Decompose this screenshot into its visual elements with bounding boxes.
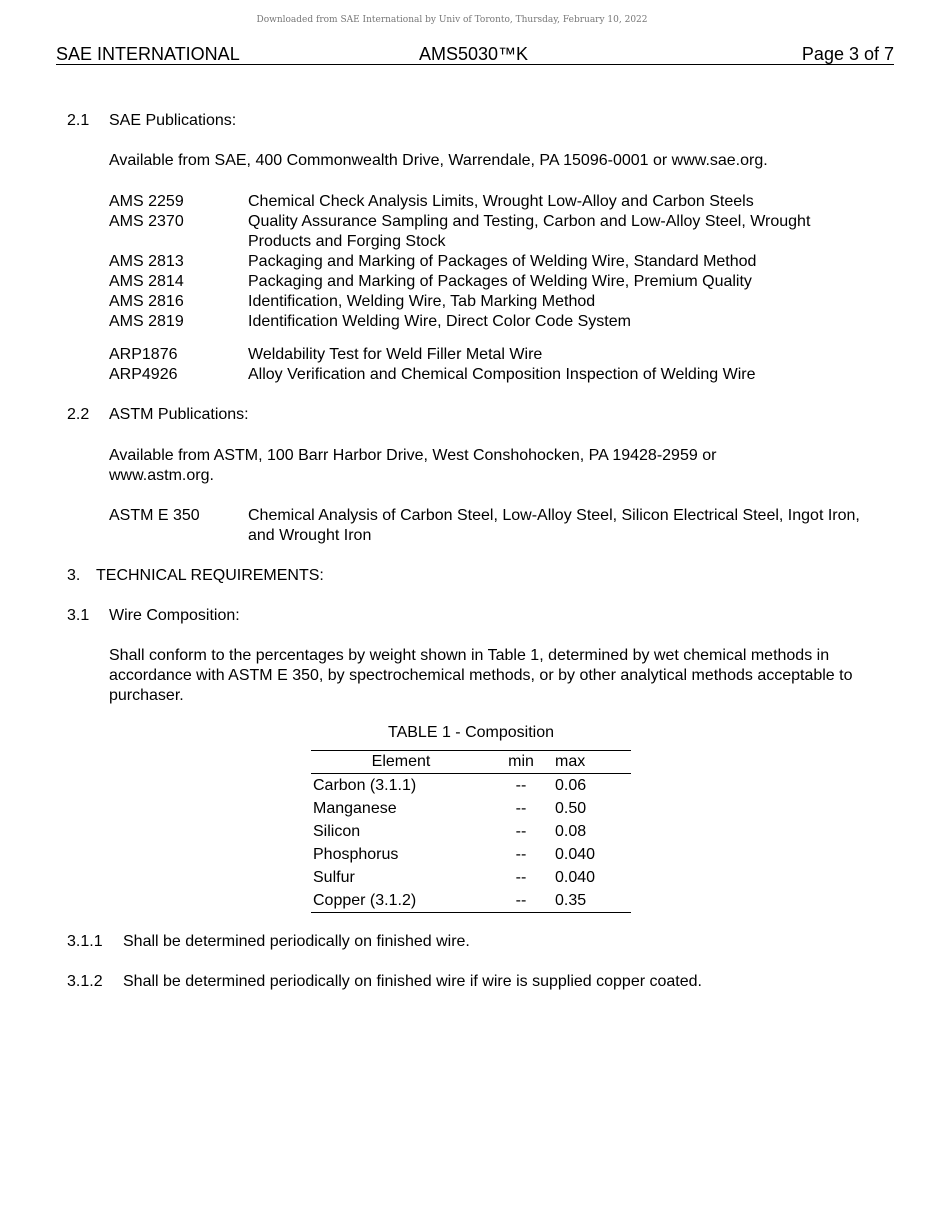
max-cell: 0.35 (555, 891, 587, 909)
table-row (311, 774, 631, 798)
section-3-1-2-number: 3.1.2 (67, 973, 103, 990)
min-cell: -- (515, 868, 527, 886)
reference-code: ARP4926 (109, 366, 178, 383)
reference-title: Weldability Test for Weld Filler Metal Wire (248, 346, 543, 363)
section-3-number: 3. (67, 567, 81, 584)
max-cell: 0.06 (555, 776, 587, 794)
section-3-1-number: 3.1 (67, 607, 90, 624)
column-header-max: max (551, 751, 631, 774)
element-cell: Sulfur (313, 868, 355, 886)
section-3-1-body: Shall conform to the percentages by weight shown in Table 1, determined by wet chemical methods in accordance with ASTM E 350, by spectrochemical methods, or by other analytical methods acceptable to purchaser. (109, 647, 853, 704)
header-document-id: AMS5030™K (419, 44, 529, 64)
element-cell: Silicon (313, 822, 361, 840)
table-row (311, 843, 631, 866)
min-cell: -- (515, 776, 527, 794)
section-2-2-number: 2.2 (67, 406, 90, 423)
reference-title: Packaging and Marking of Packages of Welding Wire, Premium Quality (248, 273, 752, 290)
section-2-1-availability: Available from SAE, 400 Commonwealth Drive, Warrendale, PA 15096-0001 or www.sae.org. (109, 152, 768, 169)
table-header-row (311, 751, 631, 774)
section-3-1-1-number: 3.1.1 (67, 933, 103, 950)
column-header-element: Element (311, 751, 491, 774)
composition-table (311, 750, 631, 913)
table-row (311, 866, 631, 889)
reference-code: AMS 2370 (109, 213, 184, 230)
table-row (311, 820, 631, 843)
reference-title: Chemical Analysis of Carbon Steel, Low-Alloy Steel, Silicon Electrical Steel, Ingot Iron, and Wrought Iron (248, 507, 860, 544)
min-cell: -- (515, 822, 527, 840)
column-header-min: min (491, 751, 551, 774)
min-cell: -- (515, 799, 527, 817)
max-cell: 0.040 (555, 845, 596, 863)
header-publisher: SAE INTERNATIONAL (56, 44, 240, 64)
table-row (311, 889, 631, 913)
table-row (311, 797, 631, 820)
reference-code: AMS 2813 (109, 253, 184, 270)
section-3-1-1-text: Shall be determined periodically on finished wire. (123, 933, 470, 950)
element-cell: Manganese (313, 799, 397, 817)
element-cell: Carbon (3.1.1) (313, 776, 417, 794)
reference-code: AMS 2816 (109, 293, 184, 310)
element-cell: Copper (3.1.2) (313, 891, 417, 909)
max-cell: 0.08 (555, 822, 587, 840)
section-2-2-title: ASTM Publications: (109, 406, 249, 423)
page-header (56, 44, 894, 65)
reference-code: ASTM E 350 (109, 507, 200, 524)
max-cell: 0.040 (555, 868, 596, 886)
reference-title: Chemical Check Analysis Limits, Wrought Low-Alloy and Carbon Steels (248, 193, 754, 210)
section-3-title: TECHNICAL REQUIREMENTS: (96, 567, 324, 584)
reference-title: Identification Welding Wire, Direct Color Code System (248, 313, 631, 330)
element-cell: Phosphorus (313, 845, 399, 863)
reference-code: AMS 2814 (109, 273, 184, 290)
reference-code: ARP1876 (109, 346, 178, 363)
table-caption: TABLE 1 - Composition (388, 724, 554, 741)
section-3-1-title: Wire Composition: (109, 607, 240, 624)
section-3-1-2-text: Shall be determined periodically on finished wire if wire is supplied copper coated. (123, 973, 702, 990)
reference-code: AMS 2259 (109, 193, 184, 210)
reference-title: Packaging and Marking of Packages of Welding Wire, Standard Method (248, 253, 757, 270)
download-watermark: Downloaded from SAE International by Univ of Toronto, Thursday, February 10, 2022 (256, 15, 648, 25)
min-cell: -- (515, 845, 527, 863)
reference-code: AMS 2819 (109, 313, 184, 330)
min-cell: -- (515, 891, 527, 909)
header-page-number: Page 3 of 7 (801, 44, 894, 64)
section-2-1-title: SAE Publications: (109, 112, 237, 129)
reference-title: Alloy Verification and Chemical Composition Inspection of Welding Wire (248, 366, 756, 383)
reference-title: Quality Assurance Sampling and Testing, Carbon and Low-Alloy Steel, Wrought Products and Forging Stock (248, 213, 811, 250)
max-cell: 0.50 (555, 799, 587, 817)
reference-title: Identification, Welding Wire, Tab Marking Method (248, 293, 596, 310)
section-2-2-availability: Available from ASTM, 100 Barr Harbor Drive, West Conshohocken, PA 19428-2959 or www.astm.org. (109, 447, 717, 484)
section-2-1-number: 2.1 (67, 112, 90, 129)
